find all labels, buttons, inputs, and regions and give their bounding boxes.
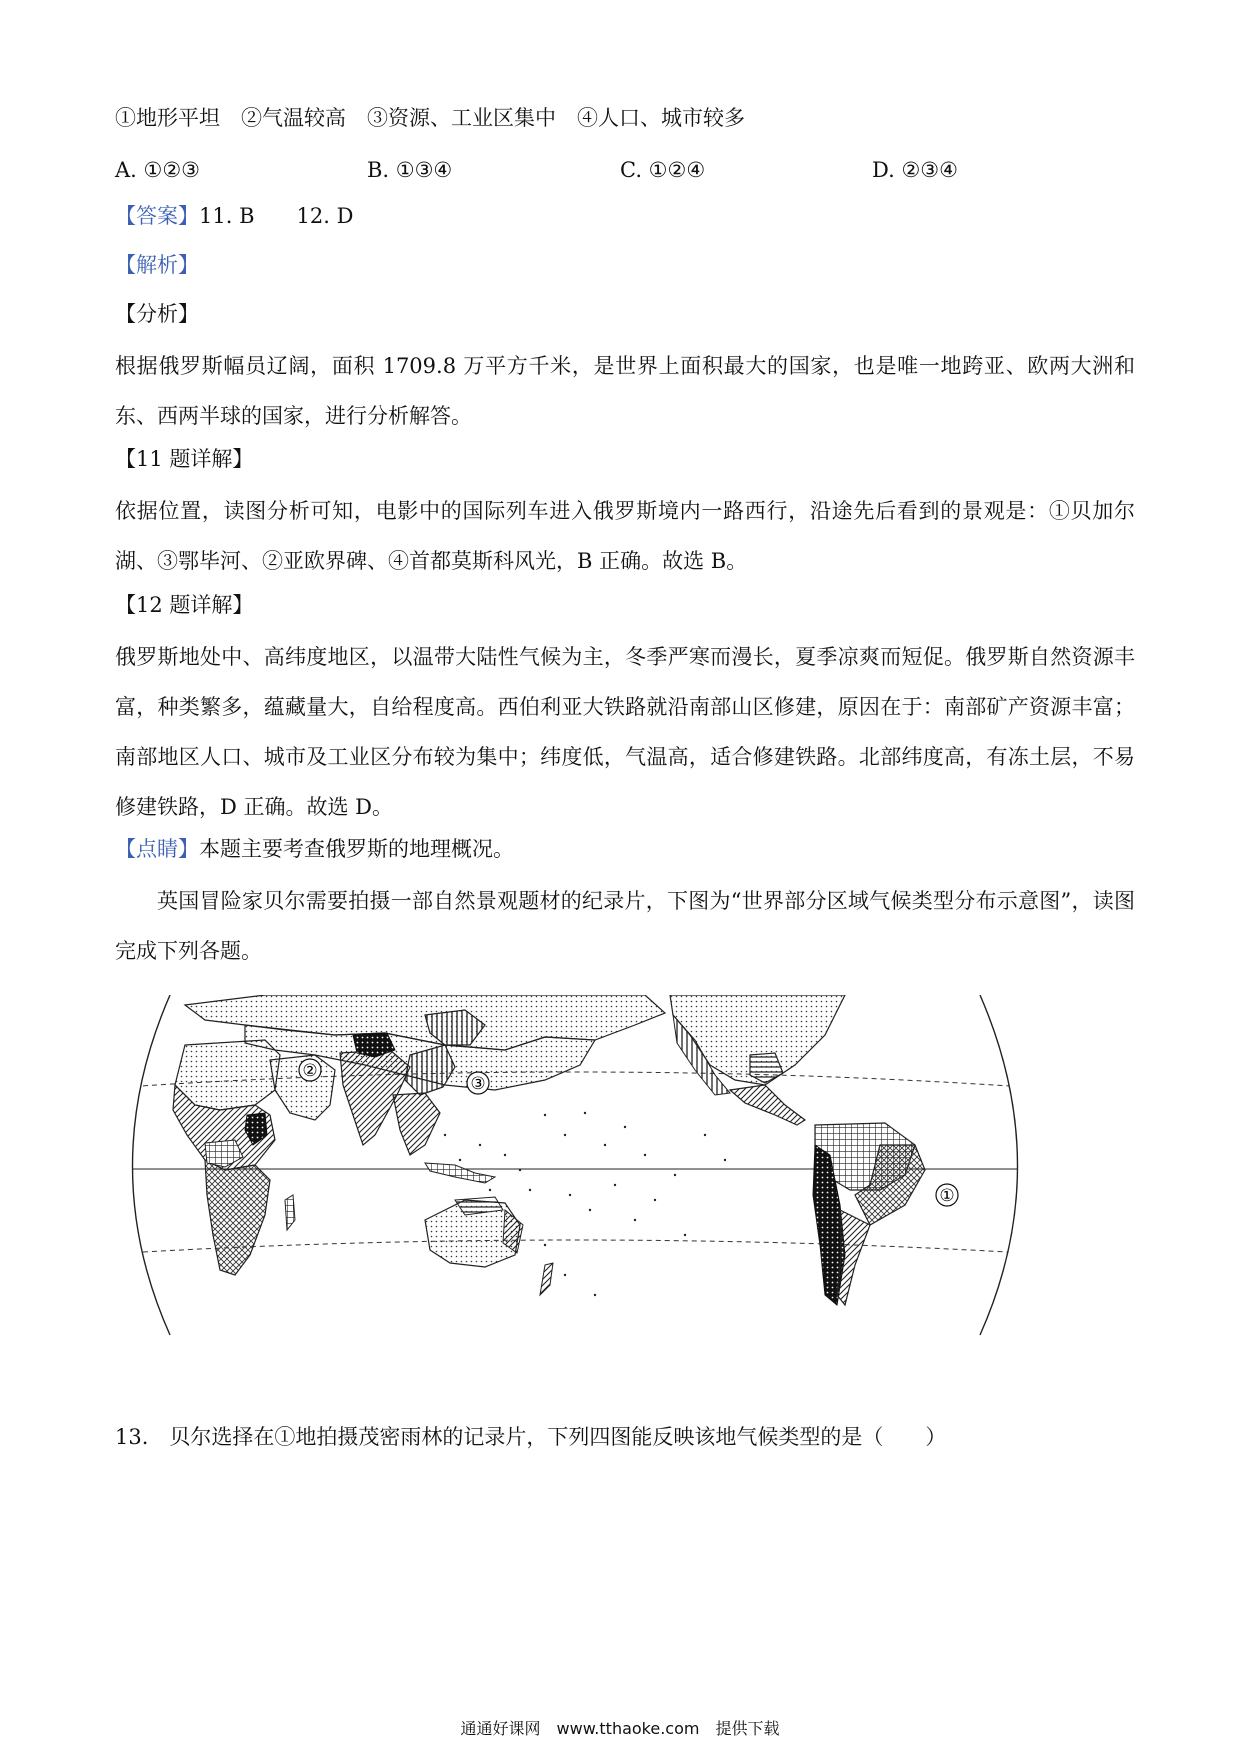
option-a: A. ①②③ [115,158,200,182]
central-america [730,1085,805,1125]
q11-text: 依据位置，读图分析可知，电影中的国际列车进入俄罗斯境内一路西行，沿途先后看到的景观是：①贝加尔湖、③鄂毕河、②亚欧界碑、④首都莫斯科风光，B 正确。故选 B。 [115,499,1135,573]
q13-text: 13. 贝尔选择在①地拍摄茂密雨林的记录片，下列四图能反映该地气候类型的是（ ） [115,1425,947,1449]
marker-three-label: ③ [470,1074,486,1094]
analysis-label: 【解析】 [115,253,199,277]
answer-label: 【答案】 [115,204,199,228]
marker-two [299,1059,321,1081]
marker-three [467,1072,489,1094]
climate-map [125,995,1025,1340]
q12-label: 【12 题详解】 [115,593,254,617]
comment-text: 本题主要考查俄罗斯的地理概况。 [199,837,514,861]
climate-map-figure [125,995,1025,1340]
intro-text: 英国冒险家贝尔需要拍摄一部自然景观题材的纪录片，下图为“世界部分区域气候类型分布示意图”，读图完成下列各题。 [115,889,1135,963]
south-america-south [837,1210,870,1305]
q12-statements: ①地形平坦 ②气温较高 ③资源、工业区集中 ④人口、城市较多 [115,106,745,130]
new-zealand [540,1263,553,1295]
marker-two-label: ② [302,1061,318,1081]
marker-one-label: ① [939,1186,955,1206]
fenxi-label: 【分析】 [115,302,199,326]
answer-text: 11. B 12. D [199,204,354,228]
indonesia [425,1163,495,1183]
q11-label: 【11 题详解】 [115,447,254,471]
marker-one [936,1184,958,1206]
footer: 通通好课网 www.tthaoke.com 提供下载 [460,1719,780,1738]
comment-line [115,839,514,860]
option-b: B. ①③④ [367,158,453,182]
option-c: C. ①②④ [620,158,706,182]
map-frame-left [133,995,171,1335]
answer-line [115,206,353,227]
africa-south [205,1160,270,1275]
option-d: D. ②③④ [872,158,958,182]
tropic-of-capricorn [125,1240,1025,1253]
comment-label: 【点睛】 [115,837,199,861]
q12-text: 俄罗斯地处中、高纬度地区，以温带大陆性气候为主，冬季严寒而漫长，夏季凉爽而短促。俄罗斯自然资源丰富，种类繁多，蕴藏量大，自给程度高。西伯利亚大铁路就沿南部山区修建，原因在于：南部矿产资源丰富；南部地区人口、城市及工业区分布较为集中；纬度低，气温高，适合修建铁路。北部纬度高，有冻土层，不易修建铁路，D 正确。故选 D。 [115,645,1135,819]
se-asia [393,1093,440,1155]
fenxi-text: 根据俄罗斯幅员辽阔，面积 1709.8 万平方千米，是世界上面积最大的国家，也是唯一地跨亚、欧两大洲和东、西两半球的国家，进行分析解答。 [115,354,1135,428]
madagascar [285,1195,295,1230]
map-frame-right [980,995,1018,1335]
africa-north [175,1040,280,1110]
